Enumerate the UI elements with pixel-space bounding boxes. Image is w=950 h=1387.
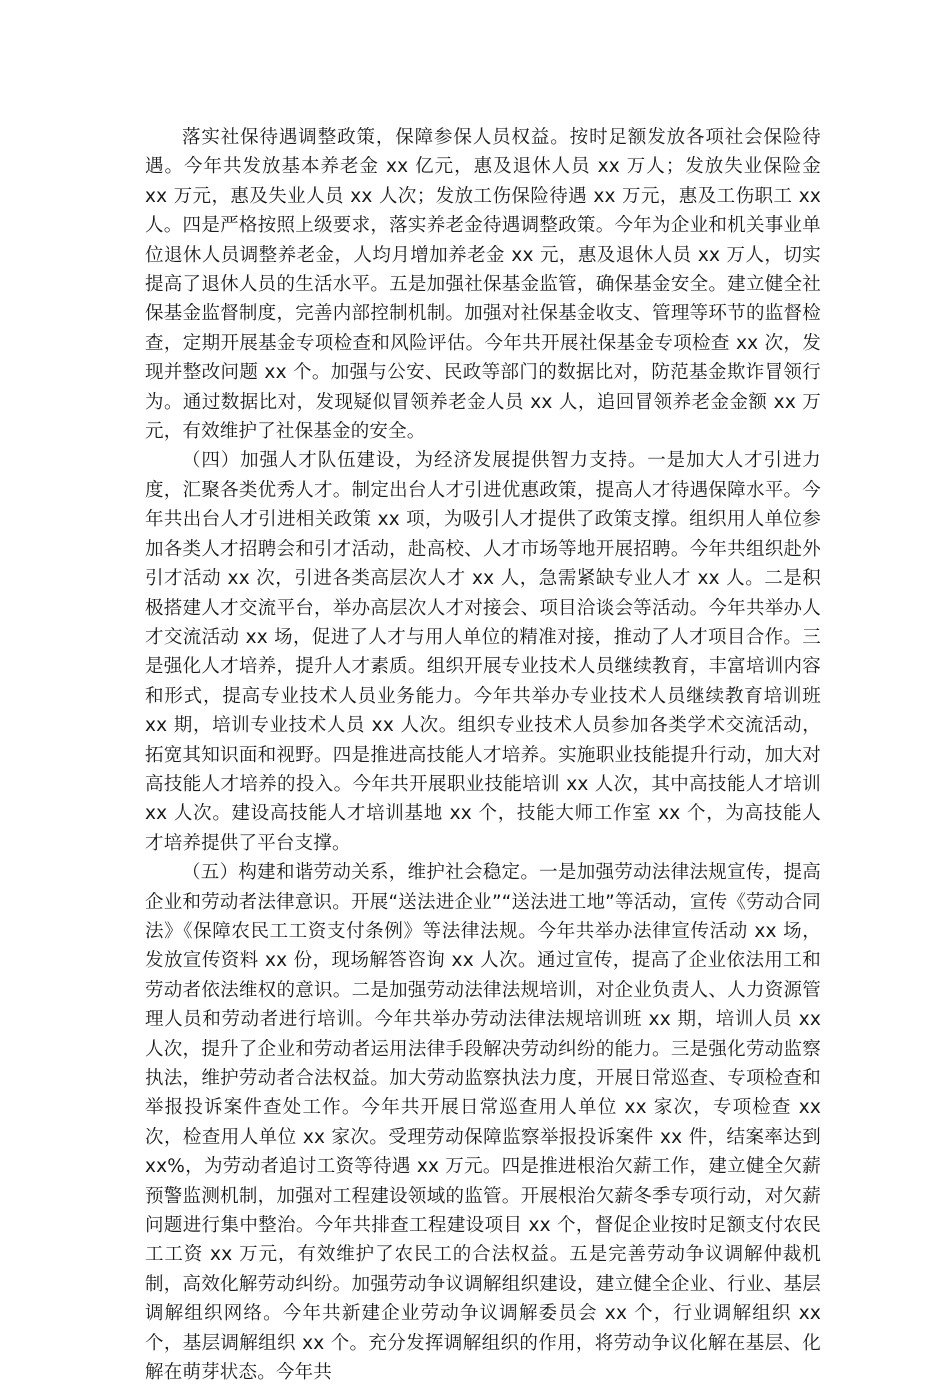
paragraph-social-security: 落实社保待遇调整政策，保障参保人员权益。按时足额发放各项社会保险待遇。今年共发放基本养老金 xx 亿元，惠及退休人员 xx 万人；发放失业保险金 xx 万元，惠及失业人员 xx 人次；发放工伤保险待遇 xx 万元，惠及工伤职工 xx 人。四是严格按照上级要求，落实养老金待遇调整政策。今年为企业和机关事业单位退休人员调整养老金，人均月增加养老金 xx 元，惠及退休人员 xx 万人，切实提高了退休人员的生活水平。五是加强社保基金监管，确保基金安全。建立健全社保基金监督制度，完善内部控制机制。加强对社保基金收支、管理等环节的监督检查，定期开展基金专项检查和风险评估。今年共开展社保基金专项检查 xx 次，发现并整改问题 xx 个。加强与公安、民政等部门的数据比对，防范基金欺诈冒领行为。通过数据比对，发现疑似冒领养老金人员 xx 人，追回冒领养老金金额 xx 万元，有效维护了社保基金的安全。 (145, 127, 821, 443)
document-body (145, 123, 821, 1387)
paragraph-section-five-labor: （五）构建和谐劳动关系，维护社会稳定。一是加强劳动法律法规宣传，提高企业和劳动者法律意识。开展“送法进企业”“送法进工地”等活动，宣传《劳动合同法》《保障农民工工资支付条例》等法律法规。今年共举办法律宣传活动 xx 场，发放宣传资料 xx 份，现场解答咨询 xx 人次。通过宣传，提高了企业依法用工和劳动者依法维权的意识。二是加强劳动法律法规培训，对企业负责人、人力资源管理人员和劳动者进行培训。今年共举办劳动法律法规培训班 xx 期，培训人员 xx 人次，提升了企业和劳动者运用法律手段解决劳动纠纷的能力。三是强化劳动监察执法，维护劳动者合法权益。加大劳动监察执法力度，开展日常巡查、专项检查和举报投诉案件查处工作。今年共开展日常巡查用人单位 xx 家次，专项检查 xx 次，检查用人单位 xx 家次。受理劳动保障监察举报投诉案件 xx 件，结案率达到 xx%，为劳动者追讨工资等待遇 xx 万元。四是推进根治欠薪工作，建立健全欠薪预警监测机制，加强对工程建设领域的监管。开展根治欠薪冬季专项行动，对欠薪问题进行集中整治。今年共排查工程建设项目 xx 个，督促企业按时足额支付农民工工资 xx 万元，有效维护了农民工的合法权益。五是完善劳动争议调解仲裁机制，高效化解劳动纠纷。加强劳动争议调解组织建设，建立健全企业、行业、基层调解组织网络。今年共新建企业劳动争议调解委员会 xx 个，行业调解组织 xx 个，基层调解组织 xx 个。充分发挥调解组织的作用，将劳动争议化解在基层、化解在萌芽状态。今年共 (145, 862, 821, 1384)
paragraph-section-four-talent: （四）加强人才队伍建设，为经济发展提供智力支持。一是加大人才引进力度，汇聚各类优秀人才。制定出台人才引进优惠政策，提高人才待遇保障水平。今年共出台人才引进相关政策 xx 项，为吸引人才提供了政策支撑。组织用人单位参加各类人才招聘会和引才活动，赴高校、人才市场等地开展招聘。今年共组织赴外引才活动 xx 次，引进各类高层次人才 xx 人，急需紧缺专业人才 xx 人。二是积极搭建人才交流平台，举办高层次人才对接会、项目洽谈会等活动。今年共举办人才交流活动 xx 场，促进了人才与用人单位的精准对接，推动了人才项目合作。三是强化人才培养，提升人才素质。组织开展专业技术人员继续教育，丰富培训内容和形式，提高专业技术人员业务能力。今年共举办专业技术人员继续教育培训班 xx 期，培训专业技术人员 xx 人次。组织专业技术人员参加各类学术交流活动，拓宽其知识面和视野。四是推进高技能人才培养。实施职业技能提升行动，加大对高技能人才培养的投入。今年共开展职业技能培训 xx 人次，其中高技能人才培训 xx 人次。建设高技能人才培训基地 xx 个，技能大师工作室 xx 个，为高技能人才培养提供了平台支撑。 (145, 450, 821, 854)
